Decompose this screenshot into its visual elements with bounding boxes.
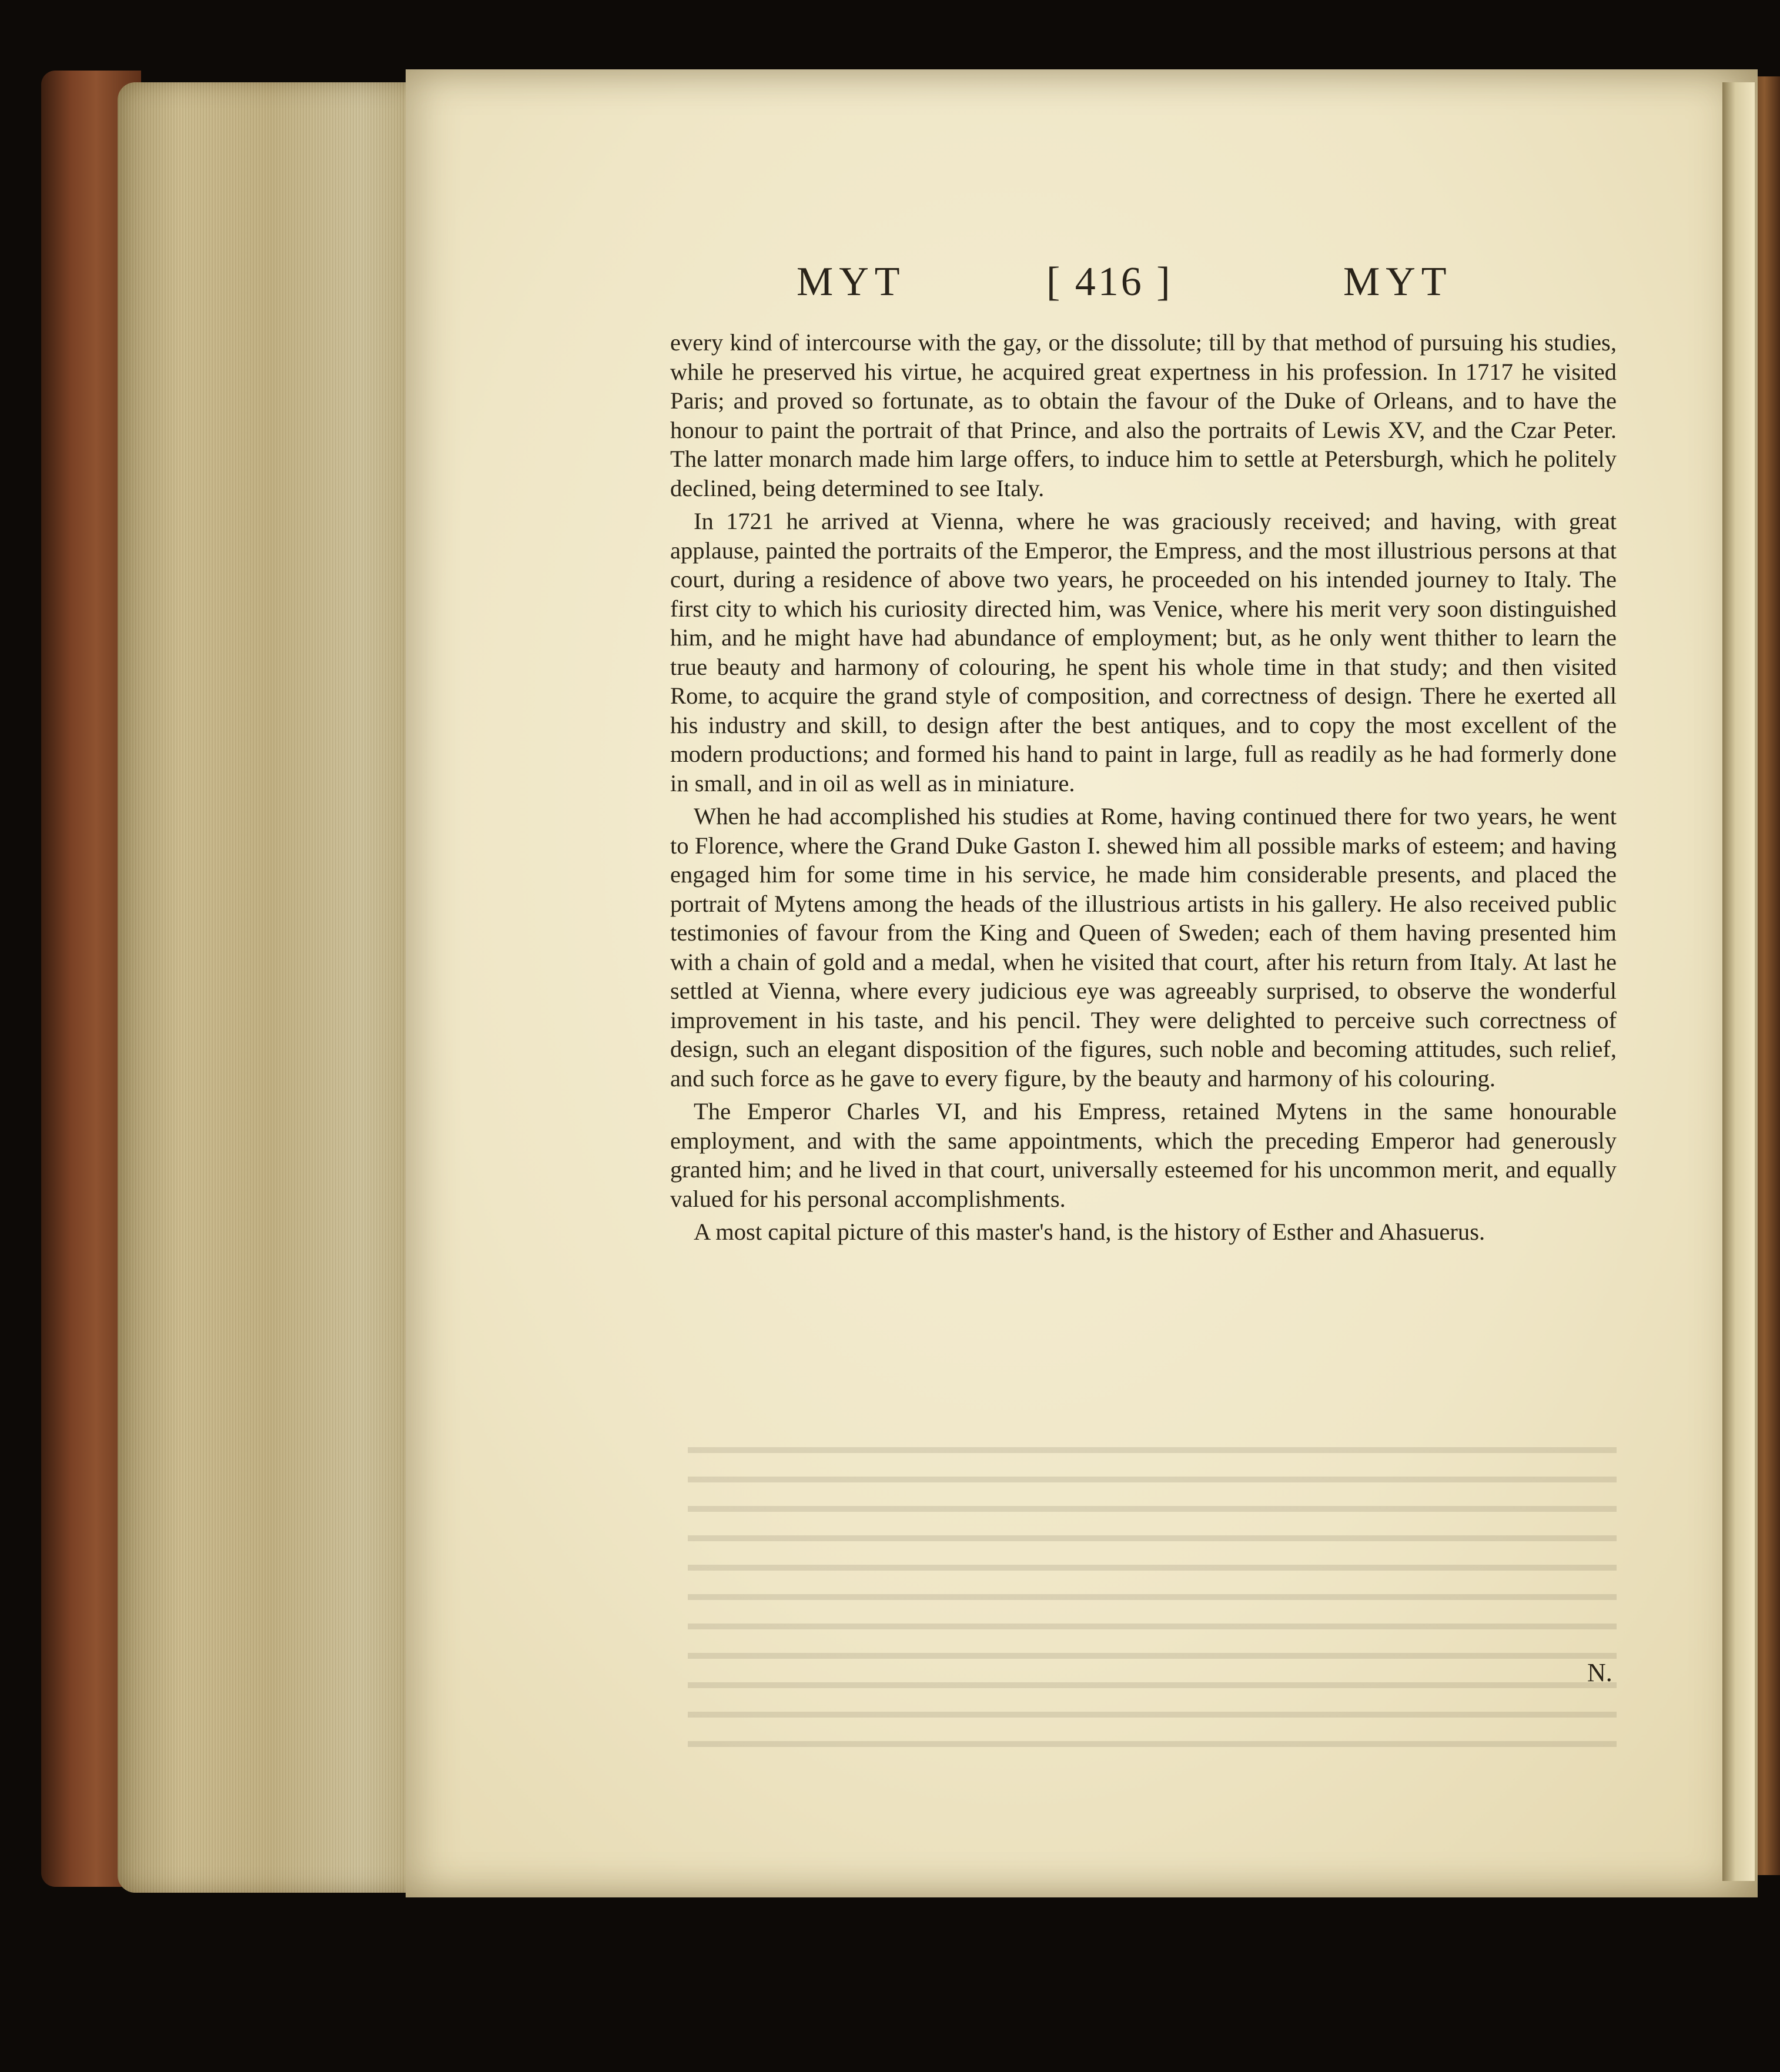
paragraph-3: When he had accomplished his studies at Rome, having continued there for two years, he went to Florence, where the Grand Duke Gaston I. shewed him all possible marks of esteem; and having engaged him for some time in his service, he made him considerable presents, and placed the portrait of Mytens among the heads of the illustrious artists in his gallery. He also received public testimonies of favour from the King and Queen of Sweden; each of them having presented him with a chain of gold and a medal, when he visited that court, after his return from Italy. At last he settled at Vienna, where every judicious eye was agreeably surprised, to observe the wonderful improvement in his taste, and his pencil. They were delighted to perceive such correctness of design, such an elegant disposition of the figures, such noble and becoming attitudes, such relief, and such force as he gave to every figure, by the beauty and harmony of his colouring.: [670, 803, 1617, 1092]
page-edges: [118, 82, 423, 1893]
catchword: N.: [1587, 1658, 1612, 1687]
body-text: [670, 328, 1617, 1251]
page-number: [ 416 ]: [1046, 259, 1173, 304]
paragraph-1: every kind of intercourse with the gay, or the dissolute; till by that method of pursuing his studies, while he preserved his virtue, he acquired great expertness in his profession. In 1717 he visited Paris; and proved so fortunate, as to obtain the favour of the Duke of Orleans, and to have the honour to paint the portrait of that Prince, and also the portraits of Lewis XV, and the Czar Peter. The latter monarch made him large offers, to induce him to settle at Petersburgh, which he politely declined, being determined to see Italy.: [670, 329, 1617, 501]
running-head: [788, 259, 1493, 312]
paragraph-4: The Emperor Charles VI, and his Empress, retained Mytens in the same honourable employment, and with the same appointments, which the preceding Emperor had generously granted him; and he lived in that court, universally esteemed for his uncommon merit, and equally valued for his personal accomplishments.: [670, 1098, 1617, 1212]
running-head-right: MYT: [1343, 259, 1453, 304]
show-through-texture: [688, 1434, 1617, 1763]
book-gutter: [1722, 82, 1755, 1881]
running-head-left: MYT: [797, 259, 906, 304]
paragraph-2: In 1721 he arrived at Vienna, where he was graciously received; and having, with great applause, painted the portraits of the Emperor, the Empress, and the most illustrious persons at that court, during a residence of above two years, he proceeded on his intended journey to Italy. The first city to which his curiosity directed him, was Venice, where his merit very soon distinguished him, and he might have had abundance of employment; but, as he only went thither to learn the true beauty and harmony of colouring, he spent his whole time in that study; and then visited Rome, to acquire the grand style of composition, and correctness of design. There he exerted all his industry and skill, to design after the best antiques, and to copy the most excellent of the modern productions; and formed his hand to paint in large, full as readily as he had formerly done in small, and in oil as well as in miniature.: [670, 508, 1617, 796]
paragraph-5: A most capital picture of this master's hand, is the history of Esther and Ahasuerus.: [694, 1219, 1485, 1245]
